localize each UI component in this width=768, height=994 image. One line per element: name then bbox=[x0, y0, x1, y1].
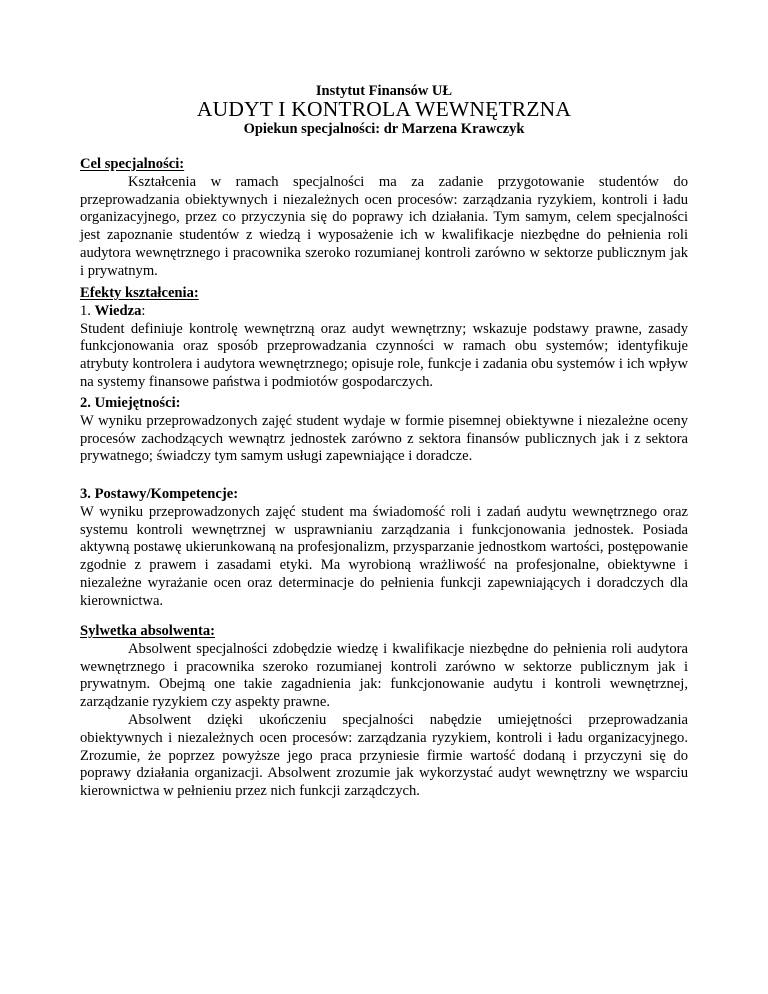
profile-paragraph-1: Absolwent specjalności zdobędzie wiedzę i kwalifikacje niezbędne do pełnienia roli audytora wewnętrznego i pracownika szeroko rozumianej kontroli zarówno w sektorze publicznym jak i prywatnym. Obejmą one takie zagadnienia jak: funkcjonowanie audytu i kontroli wewnętrznej, zarządzanie ryzykiem czy aspekty prawne. bbox=[80, 640, 688, 711]
goal-section bbox=[80, 156, 688, 281]
knowledge-number: 1. bbox=[80, 302, 91, 319]
attitudes-section bbox=[80, 486, 688, 611]
attitudes-heading: 3. Postawy/Kompetencje: bbox=[80, 486, 239, 502]
skills-section bbox=[80, 395, 688, 466]
profile-heading: Sylwetka absolwenta: bbox=[80, 623, 215, 639]
outcomes-section bbox=[80, 285, 688, 392]
knowledge-colon: : bbox=[141, 302, 146, 319]
document-title: AUDYT I KONTROLA WEWNĘTRZNA bbox=[196, 97, 572, 121]
profile-paragraph-2: Absolwent dzięki ukończeniu specjalności nabędzie umiejętności przeprowadzania obiektywnych i niezależnych ocen procesów: zarządzania ryzykiem, kontroli i ładu organizacyjnego. Zrozumie, że poprzez powyższe jego praca przyniesie firmie wartość dodaną i przyczyni się do poprawy działania organizacji. Absolwent zrozumie jak wykorzystać audyt wewnętrzny we wsparciu kierownictwa w pełnieniu przez nich funkcji zarządczych. bbox=[80, 711, 688, 800]
skills-text: W wyniku przeprowadzonych zajęć student wydaje w formie pisemnej obiektywne i niezależne oceny procesów zachodzących wewnątrz jednostek zarówno z sektora finansów publicznych jak i z sektora prywatnego; świadczy tym samym usługi zapewniające i doradcze. bbox=[80, 412, 688, 465]
knowledge-label: Wiedza bbox=[94, 302, 142, 319]
profile-section bbox=[80, 623, 688, 801]
skills-heading: 2. Umiejętności: bbox=[80, 395, 181, 411]
institute-name: Instytut Finansów UŁ bbox=[315, 83, 453, 99]
knowledge-heading bbox=[80, 303, 688, 321]
knowledge-text: Student definiuje kontrolę wewnętrzną oraz audyt wewnętrzny; wskazuje podstawy prawne, zasady funkcjonowania oraz sposób przeprowadzania czynności w ramach obu systemów; identyfikuje atrybuty kontrolera i audytora wewnętrznego; opisuje role, funkcje i zadania obu systemów i ich wpływ na systemy finansowe państwa i podmiotów gospodarczych. bbox=[80, 320, 688, 390]
outcomes-heading: Efekty kształcenia: bbox=[80, 285, 199, 301]
supervisor-line: Opiekun specjalności: dr Marzena Krawczyk bbox=[243, 121, 525, 137]
goal-text: Kształcenia w ramach specjalności ma za zadanie przygotowanie studentów do przeprowadzania obiektywnych i niezależnych ocen procesów: zarządzania ryzykiem, kontroli i ładu organizacyjnego, przez co przyczynia się do poprawy ich działania. Tym samym, celem specjalności jest zapoznanie studentów z wiedzą i wyposażenie ich w kwalifikacje niezbędne do pełnienia roli audytora wewnętrznego i pracownika szeroko rozumianej kontroli zarówno w sektorze publicznym jak i prywatnym. bbox=[80, 173, 688, 279]
goal-heading: Cel specjalności: bbox=[80, 156, 185, 172]
attitudes-text: W wyniku przeprowadzonych zajęć student ma świadomość roli i zadań audytu wewnętrznego oraz systemu kontroli wewnętrznej w usprawnianiu zarządzania i funkcjonowania jednostek. Posiada aktywną postawę ukierunkowaną na profesjonalizm, przysparzanie jednostkom wartości, postępowanie zgodnie z prawem i zasadami etyki. Ma wyrobioną wrażliwość na profesjonalne, obiektywne i niezależne wyrażanie ocen oraz determinacje do pełnienia funkcji zapewniających i doradczych dla kierownictwa. bbox=[80, 503, 688, 609]
